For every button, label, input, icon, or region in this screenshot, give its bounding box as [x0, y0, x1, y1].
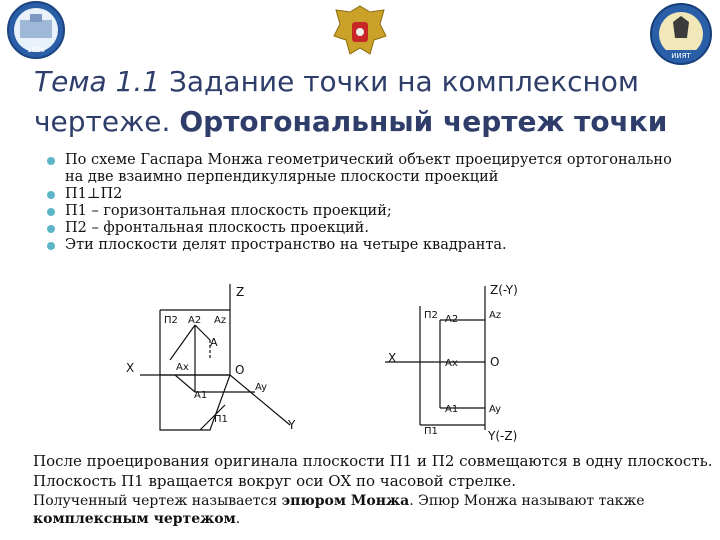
projection-line [175, 375, 195, 392]
paragraph-epure [33, 492, 713, 528]
label-a2: A2 [445, 314, 459, 325]
label-p1: П1 [424, 426, 438, 437]
paragraph-projection: После проецирования оригинала плоскости П1 и П2 совмещаются в одну плоскость. Плоскость П1 вращается вокруг оси ОХ по часовой стрелке. [33, 452, 713, 490]
bullet-item: П1⊥П2 [44, 186, 684, 203]
institute-logo [646, 0, 716, 68]
label-a2: A2 [188, 315, 202, 326]
label-ay: Ay [255, 382, 268, 393]
label-a: A [210, 336, 218, 349]
slide-title [34, 62, 704, 142]
label-o: O [235, 363, 245, 377]
title-bold: Ортогональный чертеж точки [179, 105, 668, 138]
term-complex-drawing: комплексным чертежом [33, 511, 236, 527]
label-o: O [490, 355, 500, 369]
label-z: Z(-Y) [490, 283, 518, 297]
label-p2: П2 [164, 315, 178, 326]
university-logo [0, 0, 72, 62]
label-p1: П1 [214, 414, 228, 425]
label-z: Z [236, 285, 245, 299]
label-ay: Ay [489, 404, 502, 415]
bullet-list [44, 152, 684, 254]
paragraph-text: . Эпюр Монжа называют также [409, 493, 645, 509]
diagrams-area [0, 280, 720, 450]
label-a1: A1 [194, 390, 208, 401]
label-ax: Ax [176, 362, 189, 373]
diagram-right [385, 286, 485, 430]
title-rest: Задание точки на комплексном чертеже. [34, 65, 640, 138]
label-x: X [388, 351, 397, 365]
term-epure: эпюром Монжа [281, 493, 410, 509]
projection-line [195, 325, 210, 340]
label-y: Y(-Z) [488, 429, 518, 443]
logo-text: ИИЯТ [671, 52, 691, 60]
title-topic: Тема 1.1 [34, 65, 161, 98]
label-az: Az [214, 315, 227, 326]
bullet-item: Эти плоскости делят пространство на четыре квадранта. [44, 237, 684, 254]
projection-line [170, 325, 195, 360]
bullet-item: П2 – фронтальная плоскость проекций. [44, 220, 684, 237]
paragraph-text: . [235, 511, 241, 527]
logo-year: 1926 [27, 46, 45, 54]
diagram-left [140, 284, 290, 430]
label-ax: Ax [445, 358, 458, 369]
paragraph-text: Полученный чертеж называется [33, 493, 282, 509]
label-a1: A1 [445, 404, 459, 415]
bullet-item: П1 – горизонтальная плоскость проекций; [44, 203, 684, 220]
label-p2: П2 [424, 310, 438, 321]
label-x: X [126, 361, 135, 375]
bullet-item: По схеме Гаспара Монжа геометрический объект проецируется ортогонально на две взаимно перпендикулярные плоскости проекций [44, 152, 684, 186]
label-y: Y [288, 418, 296, 432]
state-emblem [330, 2, 390, 64]
label-az: Az [489, 310, 502, 321]
